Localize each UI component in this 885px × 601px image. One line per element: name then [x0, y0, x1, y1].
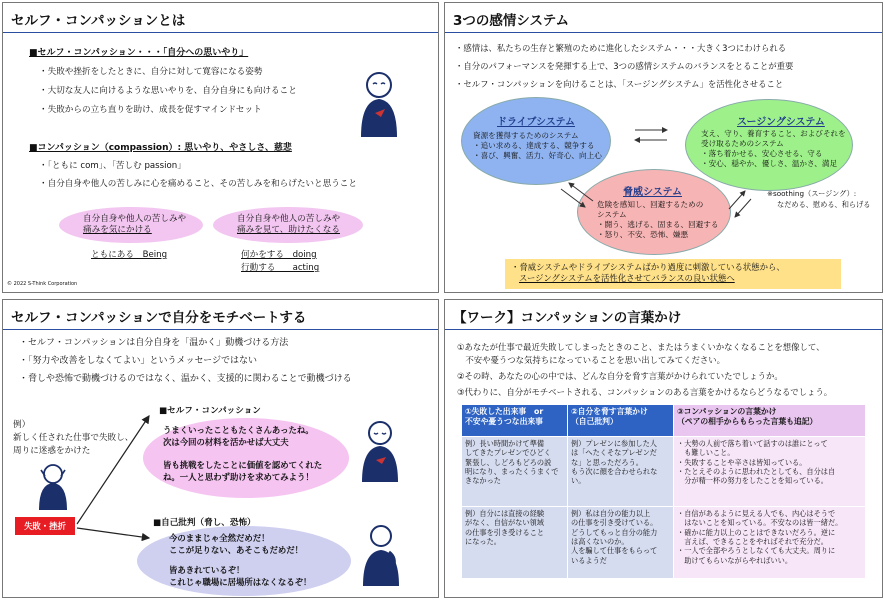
- table-row: [462, 507, 866, 579]
- header-line: ③コンパッションの言葉かけ: [677, 407, 777, 416]
- cell-line: な」と思っただろう。: [571, 457, 643, 467]
- summary-line: スージングシステムを活性化させてバランスの良い状態へ: [519, 273, 735, 284]
- header-event: [462, 405, 568, 437]
- cell-line: 例）自分には直接の経験: [465, 509, 545, 518]
- slide-title: 【ワーク】コンパッションの言葉かけ: [445, 300, 882, 330]
- cell-line: どうしてもっと自分の能力: [571, 527, 658, 537]
- header-line: ②自分を脅す言葉かけ: [571, 407, 648, 416]
- being-label: ともにある Being: [91, 250, 168, 260]
- bubble-line: ね。一人と思わず助けを求めてみよう！: [163, 472, 314, 482]
- compassion-work-table: [461, 404, 866, 579]
- cell-line: 緊張し、しどろもどろの説: [465, 457, 552, 467]
- cell-line: は高くないのか。: [571, 537, 629, 547]
- cell-line: きなかった: [465, 476, 501, 486]
- threat-system-name: 脅威システム: [623, 187, 682, 198]
- failure-label: 失敗・挫折: [15, 517, 75, 535]
- compassion-heading: ■コンパッション（compassion）: 思いやり、やさしさ、慈悲: [29, 143, 292, 153]
- cell-line: 明になり、まったくうまくで: [465, 467, 559, 477]
- copyright: © 2022 S-Think Corporation: [7, 281, 78, 287]
- soothing-note: なだめる、慰める、和らげる: [777, 200, 871, 209]
- bullet-item: ・失敗や挫折をしたときに、自分に対して寛容になる姿勢: [39, 67, 263, 77]
- cell-line: してきたプレゼンでひどく: [465, 448, 551, 458]
- bullet-item: ・セルフ・コンパッションを向けることは、「スージングシステム」を活性化させること: [455, 79, 784, 89]
- threat-line: ・闘う、逃げる、固まる、回避する: [597, 220, 719, 229]
- calm-person-icon: [357, 418, 403, 484]
- bullet-item: ・大切な友人に向けるような思いやりを、自分自身にも向けること: [39, 86, 297, 96]
- soothing-note: ※soothing（スージング）:: [767, 189, 857, 198]
- self-compassion-heading: ■セルフ・コンパッション: [159, 406, 261, 416]
- header-line: 不安や憂うつな出来事: [465, 417, 543, 427]
- bubble-line: 今のままじゃ全然だめだ！: [169, 533, 270, 543]
- table-cell: [462, 437, 568, 507]
- drive-line: ・喜び、興奮、活力、好奇心、向上心: [473, 151, 602, 160]
- cell-line: になった。: [465, 537, 501, 547]
- slide-self-compassion-definition: [2, 2, 439, 293]
- summary-line: ・脅威システムやドライブシステムばかり過度に刺激している状態から、: [511, 262, 785, 272]
- cell-line: がなく、自信がない領域: [465, 518, 544, 528]
- table-cell: [568, 507, 674, 579]
- slide-motivate-yourself: [2, 299, 439, 598]
- example-line: 新しく任された仕事で失敗し、: [13, 433, 134, 443]
- cell-line: ・たとえそのように思われたとしても、自分は自: [677, 467, 836, 477]
- slide-title: セルフ・コンパッションで自分をモチベートする: [3, 300, 438, 330]
- step-line: ①あなたが仕事で最近失敗してしまったときのこと、またはうまくいかなくなることを想像して、: [457, 342, 825, 352]
- bullet-item: ・セルフ・コンパッションは自分自身を「温かく」動機づける方法: [19, 338, 289, 348]
- slide-title: 3つの感情システム: [445, 3, 882, 33]
- cell-line: ・確かに能力以上のことはできないだろう。逆に: [677, 527, 836, 537]
- bubble-line: 次は今回の材料を活かせば大丈夫: [163, 437, 289, 447]
- soothing-system-name: スージングシステム: [737, 117, 825, 128]
- cell-line: 例）長い時間かけて準備: [465, 439, 545, 448]
- cell-line: 例）私は自分の能力以上: [571, 509, 651, 518]
- drive-system-name: ドライブシステム: [497, 117, 575, 128]
- cell-line: はないことを知っている。不安なのは皆一緒だ。: [677, 518, 843, 528]
- header-compassion: [674, 405, 866, 437]
- being-oval: [59, 207, 203, 243]
- cell-line: いるようだ: [571, 555, 607, 565]
- bubble-line: これじゃ職場に居場所はなくなるぞ！: [169, 577, 312, 587]
- table-row: [462, 437, 866, 507]
- header-self-criticism: [568, 405, 674, 437]
- bullet-item: ・「努力や改善をしなくてよい」というメッセージではない: [19, 356, 257, 366]
- acting-label: 行動する acting: [241, 263, 320, 273]
- cell-line: 言えば、できることをやればそれで充分だ。: [677, 537, 828, 547]
- cell-line: 人を騙して仕事をもらって: [571, 546, 658, 556]
- bullet-item: ・脅しや恐怖で動機づけるのではなく、温かく、支援的に関わることで動機づける: [19, 374, 352, 384]
- bullet-item: ・失敗からの立ち直りを助け、成長を促すマインドセット: [39, 105, 262, 115]
- doing-oval: [213, 207, 363, 243]
- step-line: ③代わりに、自分がモチベートされる、コンパッションのある言葉をかけるならどうなるでしょう。: [457, 387, 833, 397]
- table-cell: [674, 437, 866, 507]
- bullet-item: ・「ともに com」、「苦しむ passion」: [39, 161, 186, 171]
- oval-line: 自分自身や他人の苦しみや: [237, 213, 341, 224]
- example-line: 周りに迷惑をかけた: [13, 446, 91, 456]
- bullet-item: ・自分自身や他人の苦しみに心を痛めること、その苦しみを和らげたいと思うこと: [39, 179, 357, 189]
- bubble-line: ここが足りない、あそこもだめだ！: [169, 545, 303, 555]
- cell-line: 分が精一杯の努力をしたことを知っている。: [677, 476, 828, 486]
- drive-line: ・追い求める、達成する、競争する: [473, 141, 595, 150]
- cell-line: ・自信があるように見える人でも、内心はそうで: [677, 509, 836, 518]
- cell-line: もう次に顔を合わせられな: [571, 467, 658, 477]
- slide-compassion-work: [444, 299, 883, 598]
- bubble-line: 皆も挑戦をしたことに価値を認めてくれた: [163, 460, 323, 470]
- threat-line: システム: [597, 210, 627, 219]
- oval-line: 痛みを気にかける: [83, 225, 152, 235]
- cell-line: の仕事を引き受けること: [465, 527, 545, 537]
- cell-line: ・失敗することや辛さは皆知っている。: [677, 457, 807, 467]
- cell-line: ・大勢の人前で落ち着いて話すのは誰にとって: [677, 439, 828, 448]
- self-compassion-heading: ■セルフ・コンパッション・・・「自分への思いやり」: [29, 48, 249, 58]
- soothing-line: 受け取るためのシステム: [701, 139, 784, 148]
- threat-line: ・怒り、不安、恐怖、嫌悪: [597, 230, 689, 239]
- worried-person-icon: [359, 522, 403, 588]
- header-line: ①失敗した出来事 or: [465, 407, 544, 416]
- drive-line: 資源を獲得するためのシステム: [473, 131, 579, 140]
- cell-line: 助けてもらいながらやればいい。: [677, 555, 793, 565]
- header-line: （自己批判）: [571, 417, 618, 427]
- doing-label: 何かをする doing: [241, 250, 317, 260]
- table-cell: [674, 507, 866, 579]
- oval-line: 痛みを見て、助けたくなる: [237, 225, 340, 235]
- cell-line: い。: [571, 476, 586, 486]
- soothing-line: ・落ち着かせる、安心させる、守る: [701, 149, 823, 158]
- soothing-line: 支え、守り、養育すること、およびそれを: [701, 129, 846, 138]
- cell-line: は「へたくそなプレゼンだ: [571, 448, 657, 458]
- self-criticism-heading: ■自己批判（脅し、恐怖）: [153, 518, 256, 528]
- person-thinking-icon: [355, 69, 403, 139]
- slide-title: セルフ・コンパッションとは: [3, 3, 438, 33]
- oval-line: 自分自身や他人の苦しみや: [83, 213, 187, 224]
- step-line: 不安や憂うつな気持ちになっていることを思い出してみてください。: [457, 355, 725, 365]
- soothing-line: ・安心、穏やか、優しさ、温かさ、満足: [701, 159, 838, 168]
- header-line: （ペアの相手からもらった言葉も追記）: [677, 417, 818, 427]
- slide-three-emotion-systems: [444, 2, 883, 293]
- summary-box: [505, 259, 841, 289]
- cell-line: の仕事を引き受けている。: [571, 518, 658, 528]
- cell-line: も難しいこと。: [677, 448, 735, 458]
- bullet-item: ・感情は、私たちの生存と繁殖のために進化したシステム・・・大きく3つにわけられる: [455, 43, 787, 53]
- example-line: 例）: [13, 420, 31, 430]
- table-cell: [568, 437, 674, 507]
- cell-line: ・一人で全部やろうとしなくても大丈夫。周りに: [677, 546, 836, 556]
- table-cell: [462, 507, 568, 579]
- bullet-item: ・自分のパフォーマンスを発揮する上で、3つの感情システムのバランスをとることが重要: [455, 61, 794, 71]
- bubble-line: 皆あきれているぞ！: [169, 565, 245, 575]
- system-arrows: [445, 3, 883, 293]
- cell-line: 例）プレゼンに参加した人: [571, 439, 657, 448]
- threat-line: 危険を感知し、回避するための: [597, 200, 704, 209]
- step-line: ②その時、あなたの心の中では、どんな自分を脅す言葉がかけられていたでしょうか。: [457, 371, 783, 381]
- bubble-line: うまくいったこともたくさんあったね。: [163, 425, 314, 435]
